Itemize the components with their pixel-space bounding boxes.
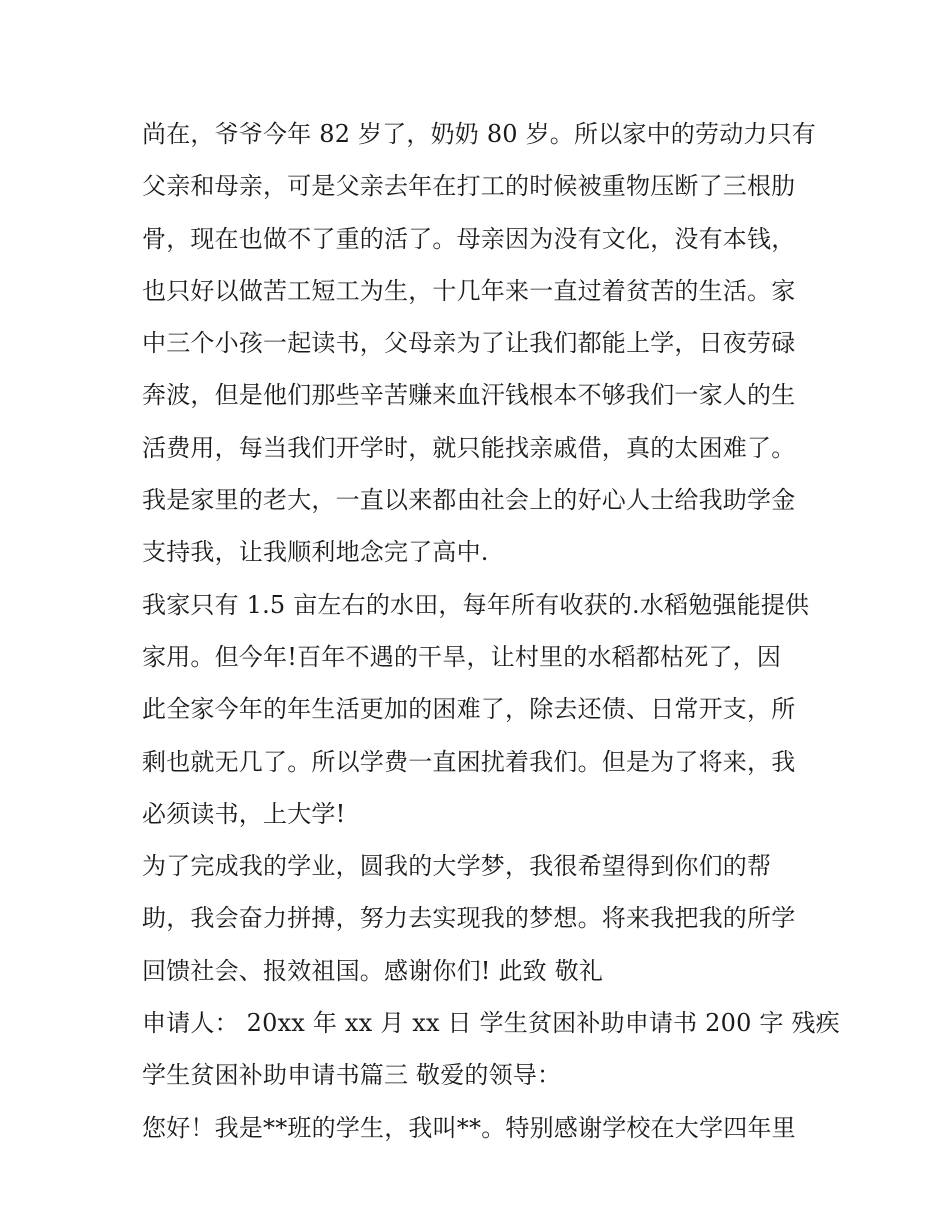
text-line: 父亲和母亲，可是父亲去年在打工的时候被重物压断了三根肋 xyxy=(142,172,796,201)
text-line: 助，我会奋力拼搏，努力去实现我的梦想。将来我把我的所学 xyxy=(142,904,796,933)
text-line: 活费用，每当我们开学时，就只能找亲戚借，真的太困难了。 xyxy=(142,433,796,462)
text-line: 学生贫困补助申请书篇三 敬爱的领导： xyxy=(142,1061,562,1090)
body-text xyxy=(142,108,840,1154)
text-line: 也只好以做苦工短工为生，十几年来一直过着贫苦的生活。家 xyxy=(142,276,796,305)
text-line: 回馈社会、报效祖国。感谢你们! 此致 敬礼 xyxy=(142,956,604,985)
text-line: 此全家今年的年生活更加的困难了，除去还债、日常开支，所 xyxy=(142,695,796,724)
text-line: 您好！我是**班的学生，我叫**。特别感谢学校在大学四年里 xyxy=(142,1113,796,1142)
text-line: 中三个小孩一起读书，父母亲为了让我们都能上学，日夜劳碌 xyxy=(142,329,796,358)
text-line: 骨，现在也做不了重的活了。母亲因为没有文化，没有本钱， xyxy=(142,224,796,253)
text-line: 尚在，爷爷今年 82 岁了，奶奶 80 岁。所以家中的劳动力只有 xyxy=(142,120,816,148)
text-line: 支持我，让我顺利地念完了高中. xyxy=(142,538,489,567)
text-line: 我是家里的老大，一直以来都由社会上的好心人士给我助学金 xyxy=(142,486,796,515)
text-line: 必须读书，上大学! xyxy=(142,799,346,828)
text-line: 为了完成我的学业，圆我的大学梦，我很希望得到你们的帮 xyxy=(142,852,772,881)
text-line: 剩也就无几了。所以学费一直困扰着我们。但是为了将来，我 xyxy=(142,747,796,776)
text-line: 奔波，但是他们那些辛苦赚来血汗钱根本不够我们一家人的生 xyxy=(142,381,796,410)
text-line: 家用。但今年!百年不遇的干旱，让村里的水稻都枯死了，因 xyxy=(142,642,782,671)
text-line: 申请人： 20xx 年 xx 月 xx 日 学生贫困补助申请书 200 字 残疾 xyxy=(142,1009,840,1038)
text-line: 我家只有 1.5 亩左右的水田，每年所有收获的.水稻勉强能提供 xyxy=(142,590,810,619)
